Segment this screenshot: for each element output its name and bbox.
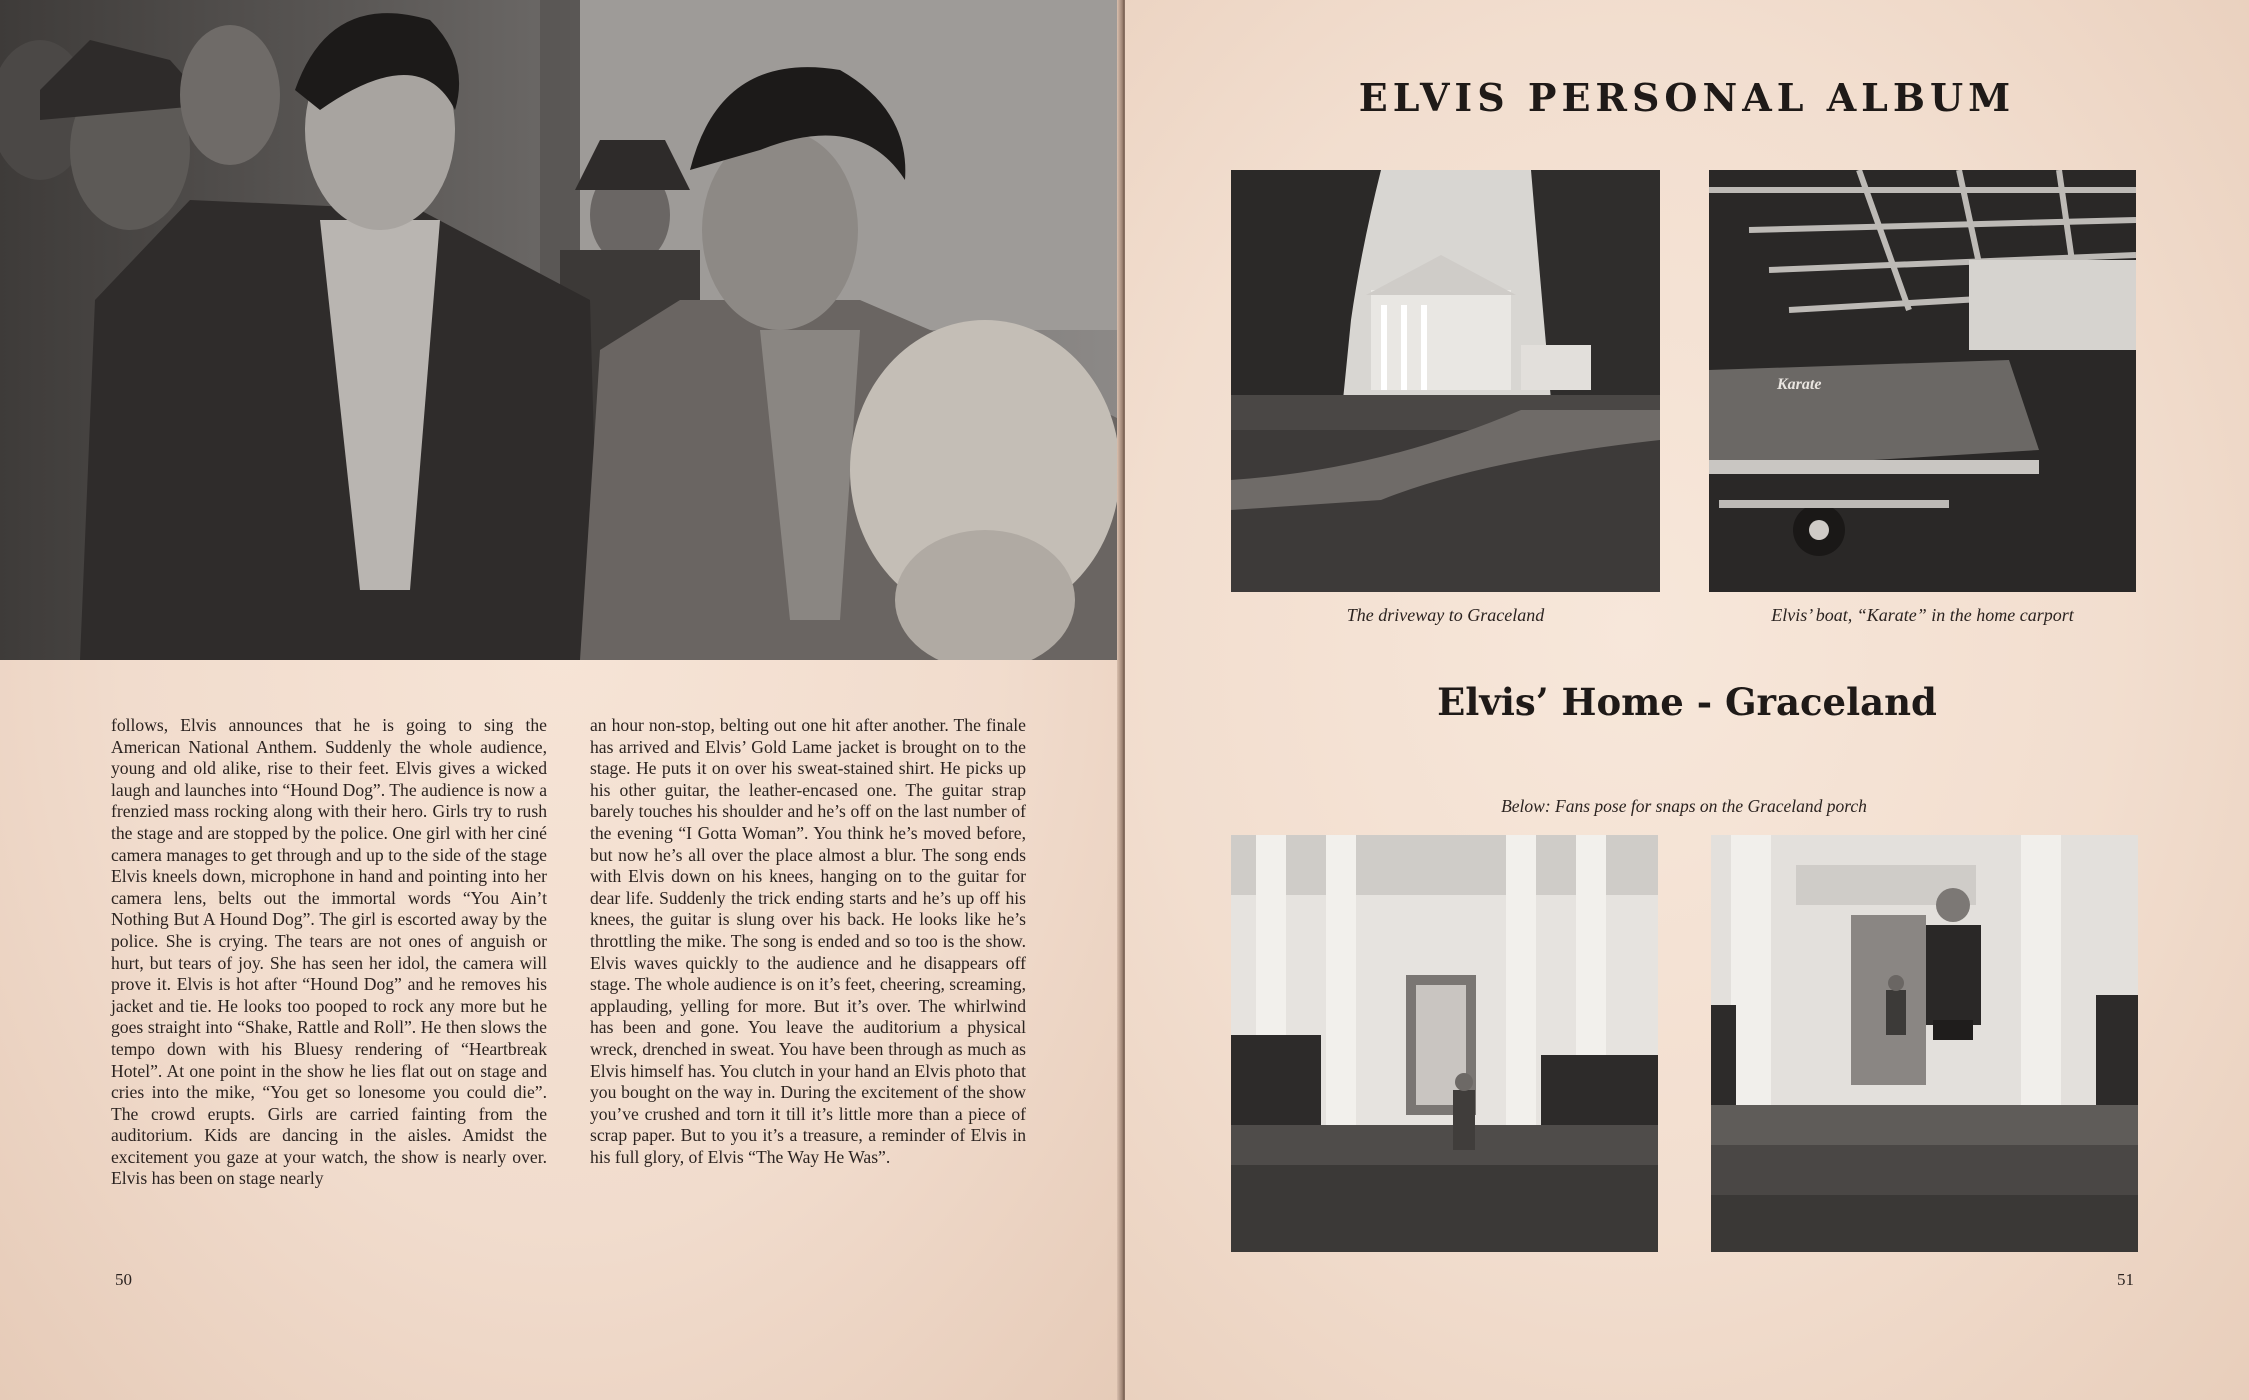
driveway-photo <box>1231 170 1660 592</box>
left-page <box>0 0 1121 1400</box>
boat-name-label: Karate <box>1777 376 1822 393</box>
page-number-left: 50 <box>115 1270 132 1289</box>
porch-photo-woman <box>1711 835 2138 1252</box>
caption-boat: Elvis’ boat, “Karate” in the home carport <box>1771 605 2074 625</box>
boat-photo <box>1709 170 2136 592</box>
page-number-right: 51 <box>2117 1270 2134 1289</box>
album-title: ELVIS PERSONAL ALBUM <box>1358 75 2016 120</box>
caption-driveway: The driveway to Graceland <box>1346 605 1545 625</box>
section-title-graceland: Elvis’ Home - Graceland <box>1437 680 1937 724</box>
article-column-2: an hour non-stop, belting out one hit after another. The finale has arrived and Elvis’ Gold Lame jacket is brought on to the stage. He puts it on over his sweat-stained shirt. He picks up his other guitar, the leather-encased one. The guitar strap barely touches his shoulder and he’s off on the last number of the evening “I Gotta Woman”. You think he’s moved before, but now he’s all over the place almost a blur. The song ends with Elvis down on his knees, hanging on to the guitar for dear life. Suddenly the trick ending starts and he’s up off his knees, the guitar is slung over his back. He looks like he’s throttling the mike. The song is ended and so too is the show. Elvis waves quickly to the audience and he disappears off stage. The whole audience is on it’s feet, cheering, screaming, applauding, yelling for more. But it’s over. The whirlwind has been and gone. You leave the auditorium a physical wreck, drenched in sweat. You have been through as much as Elvis himself has. You clutch in your hand an Elvis photo that you bought on the way in. During the excitement of the show you’ve crushed and torn it till it’s little more than a piece of scrap paper. But to you it’s a treasure, a reminder of Elvis in his full glory, of Elvis “The Way He Was”. <box>590 715 1026 1167</box>
article-column-1: follows, Elvis announces that he is going to sing the American National Anthem. Suddenly the whole audience, young and old alike, rise to their feet. Elvis gives a wicked laugh and launches into “Hound Dog”. The audience is now a frenzied mass rocking along with their hero. Girls try to rush the stage and are stopped by the police. One girl with her ciné camera manages to get through and up to the side of the stage Elvis kneels down, microphone in hand and pointing into her camera lens, belts out the immortal words “You Ain’t Nothing But A Hound Dog”. The girl is escorted away by the police. She is crying. The tears are not ones of anguish or hurt, but tears of joy. She has seen her idol, the camera will prove it. Elvis is hot after “Hound Dog” and he removes his jacket and tie. He looks too pooped to rock any more but he goes straight into “Shake, Rattle and Roll”. He then slows the tempo down with his Bluesy rendering of “Heartbreak Hotel”. At one point in the show he lies flat out on stage and cries into the mike, “You get so lonesome you could die”. The crowd erupts. Girls are carried fainting from the auditorium. Kids are dancing in the aisles. Amidst the excitement you gaze at your watch, the show is nearly over. Elvis has been on stage nearly <box>111 715 547 1189</box>
movie-still-photo <box>0 0 1121 660</box>
caption-porch: Below: Fans pose for snaps on the Graceland porch <box>1501 796 1867 816</box>
porch-photo-boy <box>1231 835 1658 1252</box>
